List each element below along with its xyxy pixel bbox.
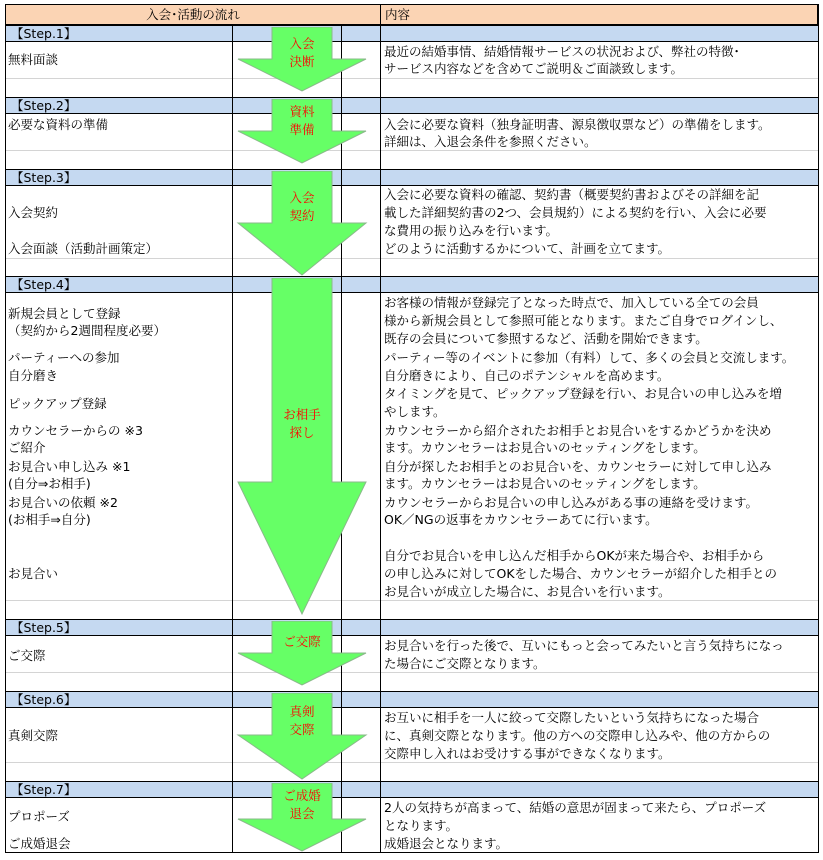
item: 自分磨き [8,368,59,383]
item: 入会面談（活動計画策定） [8,241,159,256]
step-6-arrow [236,693,368,781]
item: 入会契約 [8,205,59,220]
item: (お相手⇒自分) [8,512,91,527]
step-7-arrow [236,783,368,853]
content-line: パーティー等のイベントに参加（有料）して、多くの会員と交流します。 [384,350,795,365]
step-1-arrow-label: 入会 決断 [289,36,315,69]
step-1-bar [5,25,818,42]
step-4-bar [5,276,818,293]
item: パーティーへの参加 [8,350,120,365]
item: カウンセラーからの ※3 [8,423,143,438]
item: お見合いの依頼 ※2 [8,495,118,510]
content-line: 詳細は、入退会条件を参照ください。 [384,134,597,149]
step-4-arrow-label: お相手 探し [283,407,321,440]
content-line: 入会に必要な資料の確認、契約書（概要契約書およびその詳細を記 [384,187,760,202]
step-7-bar [5,781,818,798]
step-2-arrow [236,99,368,165]
item: （契約から2週間程度必要） [8,323,166,338]
step-1-label: 【Step.1】 [11,26,77,41]
content-line: な費用の振り込みを行います。 [384,223,559,238]
content-line: サービス内容などを含めてご説明＆ご面談致します。 [384,61,684,76]
content-line: 載した詳細契約書の2つ、会員規約）による契約を行い、入会に必要 [384,205,767,220]
item: プロポーズ [8,809,70,824]
step-7-arrow-label: ご成婚 退会 [283,788,321,821]
step-4-arrow [236,278,368,616]
step-3-arrow-label: 入会 契約 [289,190,315,223]
content-line: 入会に必要な資料（独身証明書、源泉徴収票など）の準備をします。 [384,117,771,132]
content-line: カウンセラーから紹介されたお相手とお見合いをするかどうかを決め [384,423,772,438]
item: 必要な資料の準備 [8,117,109,132]
step-3-bar [5,169,818,186]
content-line: 既存の会員について参照するなど、活動を開始できます。 [384,331,708,346]
content-line: となります。 [384,818,459,833]
item: 無料面談 [8,52,59,67]
content-line: お見合いが成立した場合に、お見合いを行います。 [384,584,671,599]
content-line: お互いに相手を一人に絞って交際したいという気持ちになった場合 [384,710,760,725]
content-line: タイミングを見て、ピックアップ登録を行い、お見合いの申し込みを増 [384,386,782,401]
item: お見合い申し込み ※1 [8,459,131,474]
content-line: やします。 [384,404,446,419]
step-2-bar [5,97,818,114]
content-line: 交際申し入れはお受けする事ができなくなります。 [384,746,671,761]
step-5-arrow-label: ご交際 [283,634,321,649]
content-line: OK／NGの返事をカウンセラーあてに行います。 [384,512,658,527]
content-line: 2人の気持ちが高まって、結婚の意思が固まって来たら、プロポーズ [384,800,767,815]
content-line: ます。カウンセラーはお見合いのセッティングをします。 [384,440,706,455]
content-line: お見合いを行った後で、互いにもっと会ってみたいと言う気持ちになっ [384,638,784,653]
content-line: 自分でお見合いを申し込んだ相手からOKが来た場合や、お相手から [384,548,765,563]
step-7-label: 【Step.7】 [11,782,77,797]
header-col1: 入会･活動の流れ [5,4,381,25]
step-1-arrow [236,27,368,93]
content-line: 自分磨きにより、自己のポテンシャルを高めます。 [384,368,670,383]
step-6-bar [5,691,818,708]
step-2-arrow-label: 資料 準備 [289,104,315,137]
content-line: に、真剣交際となります。他の方への交際申し込みや、他の方からの [384,728,771,743]
step-6-label: 【Step.6】 [11,692,77,707]
step-6-arrow-label: 真剣 交際 [289,704,315,737]
item: ご交際 [8,648,46,663]
item: 真剣交際 [8,728,59,743]
content-line: の申し込みに対してOKをした場合、カウンセラーが紹介した相手との [384,566,778,581]
item: (自分⇒お相手) [8,476,91,491]
content-line: た場合にご交際となります。 [384,656,546,671]
item: ご成婚退会 [8,836,71,851]
content-line: 様から新規会員として参照可能となります。またご自身でログインし、 [384,313,783,328]
header-col2: 内容 [380,4,818,25]
step-3-label: 【Step.3】 [11,170,77,185]
item: ピックアップ登録 [8,396,107,411]
content-line: どのように活動するかについて、計画を立てます。 [384,241,671,256]
item: お見合い [8,566,59,581]
item: 新規会員として登録 [8,306,121,321]
step-2-label: 【Step.2】 [11,98,77,113]
step-5-label: 【Step.5】 [11,620,77,635]
step-3-arrow [236,171,368,277]
content-line: 成婚退会となります。 [384,836,509,851]
content-line: 自分が探したお相手とのお見合いを、カウンセラーに対して申し込み [384,459,772,474]
content-line: カウンセラーからお見合いの申し込みがある事の連絡を受けます。 [384,495,759,510]
content-line: お客様の情報が登録完了となった時点で、加入している全ての会員 [384,295,759,310]
content-line: ます。カウンセラーはお見合いのセッティングをします。 [384,476,706,491]
content-line: 最近の結婚事情、結婚情報サービスの状況および、弊社の特徴･ [384,44,740,59]
step-5-bar [5,619,818,636]
item: ご紹介 [8,440,46,455]
step-4-label: 【Step.4】 [11,277,77,292]
step-5-arrow [236,621,368,687]
